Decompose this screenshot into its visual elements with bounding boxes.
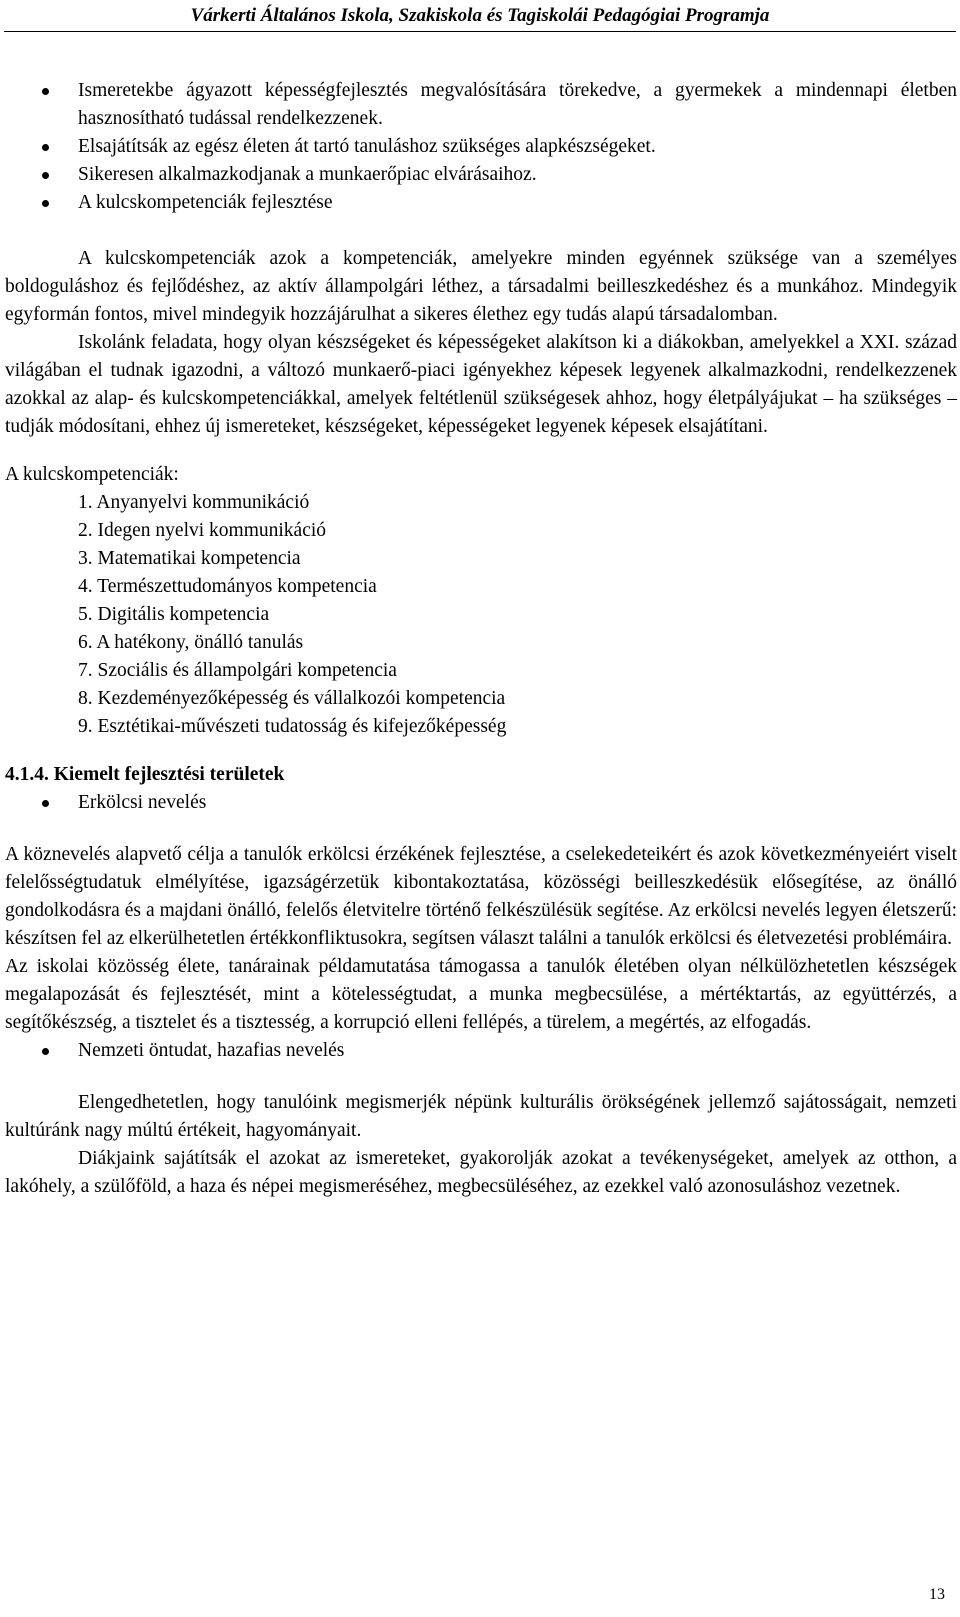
intro-paragraph: A kulcskompetenciák azok a kompetenciák, amelyekre minden egyénnek szüksége van a személyes boldoguláshoz és fejlődéshez, az aktív állampolgári léthez, a társadalmi beilleszkedéshez és a munkához. Mindegyik egyformán fontos, mivel mindegyik hozzájárulhat a sikeres élethez egy tudás alapú társadalomban. — [5, 248, 957, 325]
header-divider — [4, 31, 956, 32]
list-item: A kulcskompetenciák fejlesztése — [5, 189, 957, 217]
list-item: 8. Kezdeményezőképesség és vállalkozói kompetencia — [78, 688, 506, 709]
list-item: Nemzeti öntudat, hazafias nevelés — [5, 1037, 957, 1065]
bullet-icon — [42, 172, 49, 179]
nemzeti-paragraph: Elengedhetetlen, hogy tanulóink megismerjék népünk kulturális örökségének jellemző sajátosságait, nemzeti kultúránk nagy múltú értékeit, hagyományait. — [5, 1092, 957, 1141]
nemzeti-paragraph: Diákjaink sajátítsák el azokat az ismereteket, gyakorolják azokat a tevékenységeket, amelyek az otthon, a lakóhely, a szülőföld, a haza és népei megismeréséhez, megbecsüléséhez, az ezekkel való azonosuláshoz vezetnek. — [5, 1148, 957, 1197]
kompetencia-list — [5, 489, 957, 741]
list-item: 2. Idegen nyelvi kommunikáció — [78, 520, 327, 541]
nemzeti-bullet-list — [5, 1037, 957, 1065]
list-item: 9. Esztétikai-művészeti tudatosság és kifejezőképesség — [78, 716, 507, 737]
list-item: 1. Anyanyelvi kommunikáció — [78, 492, 310, 513]
erkolcsi-paragraph: Az iskolai közösség élete, tanárainak példamutatása támogassa a tanulók életében olyan nélkülözhetetlen készségek megalapozását és fejlesztését, mint a kötelességtudat, a munka megbecsülése, a mértéktartás, az együttérzés, a segítőkészség, a tisztelet és a tisztesség, a korrupció elleni fellépés, a türelem, a megértés, az elfogadás. — [5, 956, 957, 1033]
bullet-icon — [42, 200, 49, 207]
list-item: Sikeresen alkalmazkodjanak a munkaerőpiac elvárásaihoz. — [5, 161, 957, 189]
list-item: Ismeretekbe ágyazott képességfejlesztés megvalósítására törekedve, a gyermekek a mindennapi életben hasznosítható tudással rendelkezzenek. — [5, 77, 957, 133]
bullet-icon — [42, 800, 49, 807]
erkolcsi-bullet-list — [5, 789, 957, 817]
list-item: 6. A hatékony, önálló tanulás — [78, 632, 304, 653]
page-number: 13 — [929, 1586, 945, 1603]
top-bullet-list — [5, 77, 957, 217]
list-item: 4. Természettudományos kompetencia — [78, 576, 377, 597]
bullet-icon — [42, 144, 49, 151]
bullet-icon — [42, 88, 49, 95]
list-item: 3. Matematikai kompetencia — [78, 548, 301, 569]
intro-paragraph: Iskolánk feladata, hogy olyan készségeket és képességeket alakítson ki a diákokban, amelyekkel a XXI. század világában el tudnak igazodni, a változó munkaerő-piaci igényekhez képesek legyenek alkalmazkodni, rendelkezzenek azokkal az alap- és kulcskompetenciákkal, amelyek feltétlenül szükségesek ahhoz, hogy életpályájukat – ha szükséges – tudják módosítani, ehhez új ismereteket, készségeket, képességeket legyenek képesek elsajátítani. — [5, 332, 957, 437]
erkolcsi-paragraph: A köznevelés alapvető célja a tanulók erkölcsi érzékének fejlesztése, a cselekedeteikért és azok következményeiért viselt felelősségtudatuk elmélyítése, igazságérzetük kibontakoztatása, közösségi beilleszkedésük elősegítése, az önálló gondolkodásra és a majdani önálló, felelős életvitelre történő felkészülésük segítése. Az erkölcsi nevelés legyen életszerű: készítsen fel az elkerülhetetlen értékkonfliktusokra, segítsen választ találni a tanulók erkölcsi és életvezetési problémáira. — [5, 844, 957, 949]
section-heading: 4.1.4. Kiemelt fejlesztési területek — [5, 764, 285, 785]
list-item: 7. Szociális és állampolgári kompetencia — [78, 660, 397, 681]
list-item: 5. Digitális kompetencia — [78, 604, 270, 625]
list-item: Elsajátítsák az egész életen át tartó tanuláshoz szükséges alapkészségeket. — [5, 133, 957, 161]
page-content — [5, 77, 957, 1201]
page-header: Várkerti Általános Iskola, Szakiskola és Tagiskolái Pedagógiai Programja — [190, 5, 770, 26]
bullet-icon — [42, 1048, 49, 1055]
kompetencia-list-label: A kulcskompetenciák: — [5, 464, 179, 485]
list-item: Erkölcsi nevelés — [5, 789, 957, 817]
